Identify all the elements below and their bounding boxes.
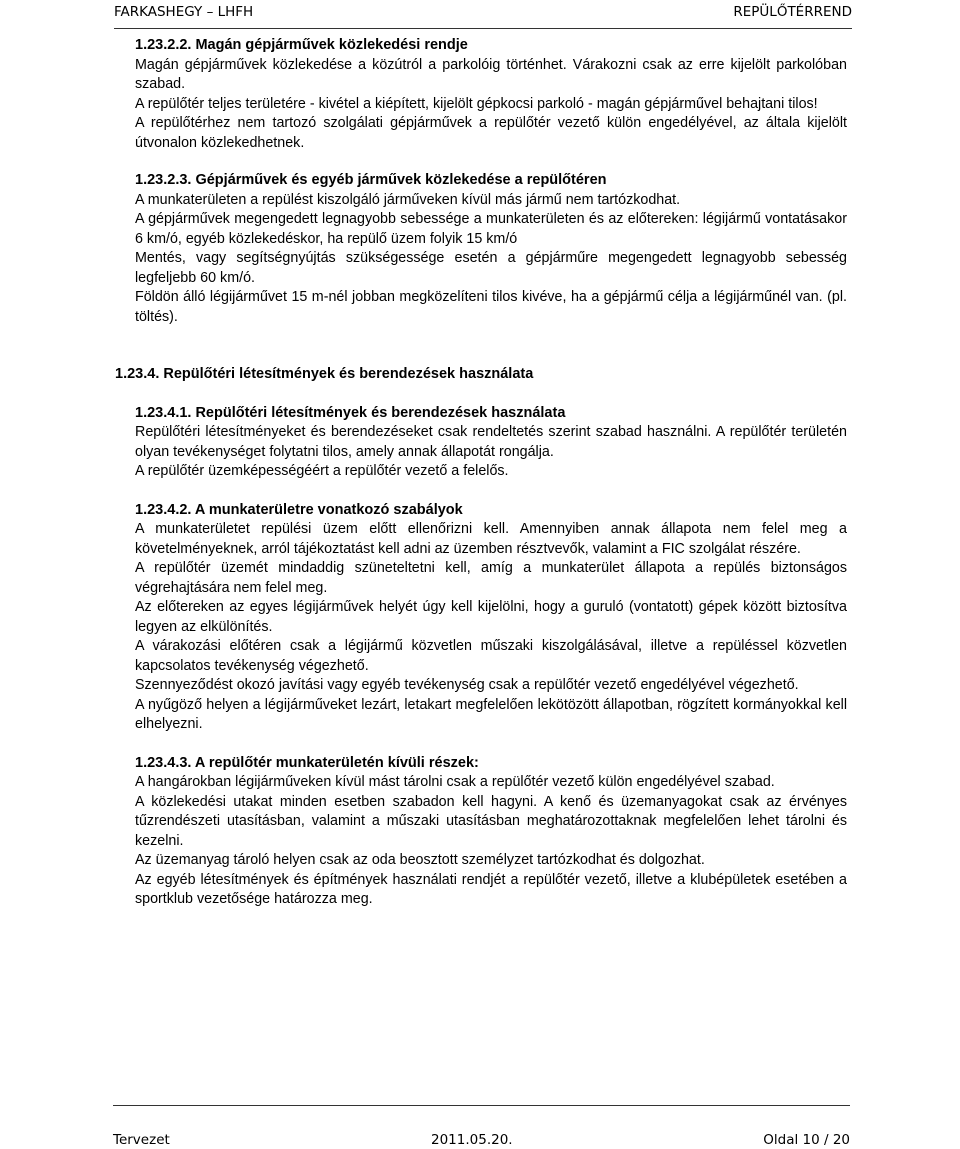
footer-status: Tervezet	[113, 1132, 170, 1148]
paragraph: A repülőtérhez nem tartozó szolgálati gépjárművek a repülőtér vezető külön engedélyével, az általa kijelölt útvonalon közlekedhetnek.	[135, 115, 847, 151]
paragraph: Szennyeződést okozó javítási vagy egyéb tevékenység csak a repülőtér vezető engedélyével végezhető.	[135, 677, 799, 693]
document-body	[0, 36, 960, 910]
footer-page-number: Oldal 10 / 20	[763, 1132, 850, 1148]
paragraph: A várakozási előtéren csak a légijármű közvetlen műszaki kiszolgálásával, illetve a repüléssel közvetlen kapcsolatos tevékenység végezhető.	[135, 638, 847, 674]
paragraph: Repülőtéri létesítményeket és berendezéseket csak rendeltetés szerint szabad használni. A repülőtér területén olyan tevékenységet folytatni tilos, amely annak állapotát rongálja.	[135, 424, 847, 460]
section-heading: 1.23.4.2. A munkaterületre vonatkozó szabályok	[135, 501, 463, 518]
paragraph: A munkaterületet repülési üzem előtt ellenőrizni kell. Amennyiben annak állapota nem felel meg a követelményeknek, arról tájékoztatást kell adni az üzemben résztvevők, valamint a FIC szolgálat részére.	[135, 521, 847, 557]
header-left: FARKASHEGY – LHFH	[114, 4, 254, 20]
paragraph: Magán gépjárművek közlekedése a közútról a parkolóig történhet. Várakozni csak az erre kijelölt parkolóban szabad.	[135, 56, 847, 92]
paragraph: Mentés, vagy segítségnyújtás szükségessége esetén a gépjárműre megengedett legnagyobb sebesség legfeljebb 60 km/ó.	[135, 250, 847, 286]
paragraph: A közlekedési utakat minden esetben szabadon kell hagyni. A kenő és üzemanyagokat csak az érvényes tűzrendészeti utasításban, valamint a műszaki utasításban meghatározottaknak megfelelően lehet tárolni és kezelni.	[135, 793, 847, 849]
paragraph: A nyűgöző helyen a légijárműveket lezárt, letakart megfelelően lekötözött állapotban, rögzített kormányokkal kell elhelyezni.	[135, 696, 847, 732]
section-heading: 1.23.4.3. A repülőtér munkaterületén kívüli részek:	[135, 754, 479, 771]
footer-date: 2011.05.20.	[431, 1132, 513, 1148]
paragraph: A hangárokban légijárműveken kívül mást tárolni csak a repülőtér vezető külön engedélyével szabad.	[135, 774, 775, 790]
section-heading: 1.23.2.3. Gépjárművek és egyéb járművek közlekedése a repülőtéren	[135, 172, 607, 188]
page-header	[114, 0, 852, 29]
paragraph: A repülőtér üzemképességéért a repülőtér vezető a felelős.	[135, 463, 509, 479]
page-footer	[113, 1105, 850, 1146]
paragraph: A gépjárművek megengedett legnagyobb sebessége a munkaterületen és az előtereken: légijármű vontatásakor 6 km/ó, egyéb közlekedéskor, ha repülő üzem folyik 15 km/ó	[135, 211, 847, 247]
paragraph: Az egyéb létesítmények és építmények használati rendjét a repülőtér vezető, illetve a klubépületek esetében a sportklub vezetősége határozza meg.	[135, 871, 847, 907]
paragraph: A repülőtér üzemét mindaddig szüneteltetni kell, amíg a munkaterület állapota a repülés biztonságos végrehajtására nem felel meg.	[135, 560, 847, 596]
paragraph: Földön álló légijárművet 15 m-nél jobban megközelíteni tilos kivéve, ha a gépjármű célja a légijárműnél van. (pl. töltés).	[135, 289, 847, 325]
section-heading: 1.23.2.2. Magán gépjárművek közlekedési rendje	[135, 37, 468, 53]
paragraph: Az előtereken az egyes légijárművek helyét úgy kell kijelölni, hogy a guruló (vontatott) gépek között biztosítva legyen az elkülönítés.	[135, 599, 847, 635]
section-heading: 1.23.4.1. Repülőtéri létesítmények és berendezések használata	[135, 404, 566, 421]
paragraph: A repülőtér teljes területére - kivétel a kiépített, kijelölt gépkocsi parkoló - magán gépjárművel behajtani tilos!	[135, 95, 818, 112]
header-right: REPÜLŐTÉRREND	[733, 4, 852, 20]
chapter-heading: 1.23.4. Repülőtéri létesítmények és berendezések használata	[115, 366, 534, 382]
paragraph: Az üzemanyag tároló helyen csak az oda beosztott személyzet tartózkodhat és dolgozhat.	[135, 852, 705, 868]
paragraph: A munkaterületen a repülést kiszolgáló járműveken kívül más jármű nem tartózkodhat.	[135, 191, 681, 208]
